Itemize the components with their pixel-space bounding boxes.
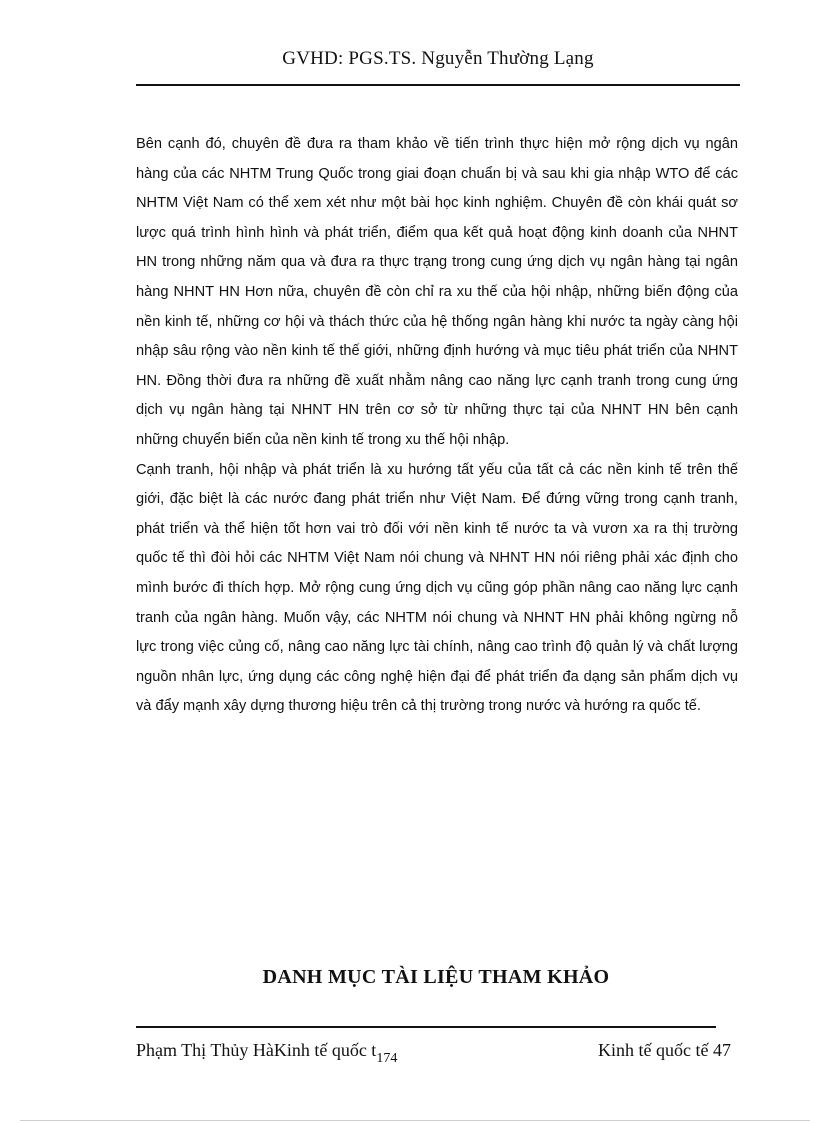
page-header: GVHD: PGS.TS. Nguyễn Thường Lạng xyxy=(282,48,594,69)
paragraph-2: Cạnh tranh, hội nhập và phát triển là xu hướng tất yếu của tất cả các nền kinh tế trên thế giới, đặc biệt là các nước đang phát triển như Việt Nam. Để đứng vững trong cạnh tranh, phát triển và thể hiện tốt hơn vai trò đối với nền kinh tế nước ta và vươn xa ra thị trường quốc tế thì đòi hỏi các NHTM Việt Nam nói chung và NHNT HN nói riêng phải xác định cho mình bước đi thích hợp. Mở rộng cung ứng dịch vụ cũng góp phần nâng cao năng lực cạnh tranh của ngân hàng. Muốn vậy, các NHTM nói chung và NHNT HN phải không ngừng nỗ lực trong việc củng cố, nâng cao năng lực tài chính, nâng cao trình độ quản lý và chất lượng nguồn nhân lực, ứng dụng các công nghệ hiện đại để phát triển đa dạng sản phẩm dịch vụ và đẩy mạnh xây dựng thương hiệu trên cả thị trường trong nước và hướng ra quốc tế. xyxy=(136,461,738,715)
page-bottom-edge xyxy=(20,1120,810,1121)
footer-class: Kinh tế quốc tế 47 xyxy=(598,1040,731,1060)
footer-divider xyxy=(136,1026,716,1028)
page-footer xyxy=(136,1040,731,1070)
footer-author xyxy=(136,1040,397,1067)
page-number: 174 xyxy=(376,1051,398,1066)
footer-author-text: Phạm Thị Thủy HàKinh tế quốc t xyxy=(136,1040,377,1060)
body-text xyxy=(136,130,738,722)
header-divider xyxy=(136,84,740,86)
references-title: DANH MỤC TÀI LIỆU THAM KHẢO xyxy=(262,966,610,988)
paragraph-1: Bên cạnh đó, chuyên đề đưa ra tham khảo về tiến trình thực hiện mở rộng dịch vụ ngân hàng của các NHTM Trung Quốc trong giai đoạn chuẩn bị và sau khi gia nhập WTO để các NHTM Việt Nam có thể xem xét như một bài học kinh nghiệm. Chuyên đề còn khái quát sơ lược quá trình hình hình và phát triển, điểm qua kết quả hoạt động kinh doanh của NHNT HN trong những năm qua và đưa ra thực trạng trong cung ứng dịch vụ ngân hàng tại ngân hàng NHNT HN Hơn nữa, chuyên đề còn chỉ ra xu thế của hội nhập, những biến động của nền kinh tế, những cơ hội và thách thức của hệ thống ngân hàng khi nước ta ngày càng hội nhập sâu rộng vào nền kinh tế thế giới, những định hướng và mục tiêu phát triển của NHNT HN. Đồng thời đưa ra những đề xuất nhằm nâng cao năng lực cạnh tranh trong cung ứng dịch vụ ngân hàng tại NHNT HN trên cơ sở từ những thực tại của NHNT HN bên cạnh những chuyển biến của nền kinh tế trong xu thế hội nhập. xyxy=(136,136,738,448)
